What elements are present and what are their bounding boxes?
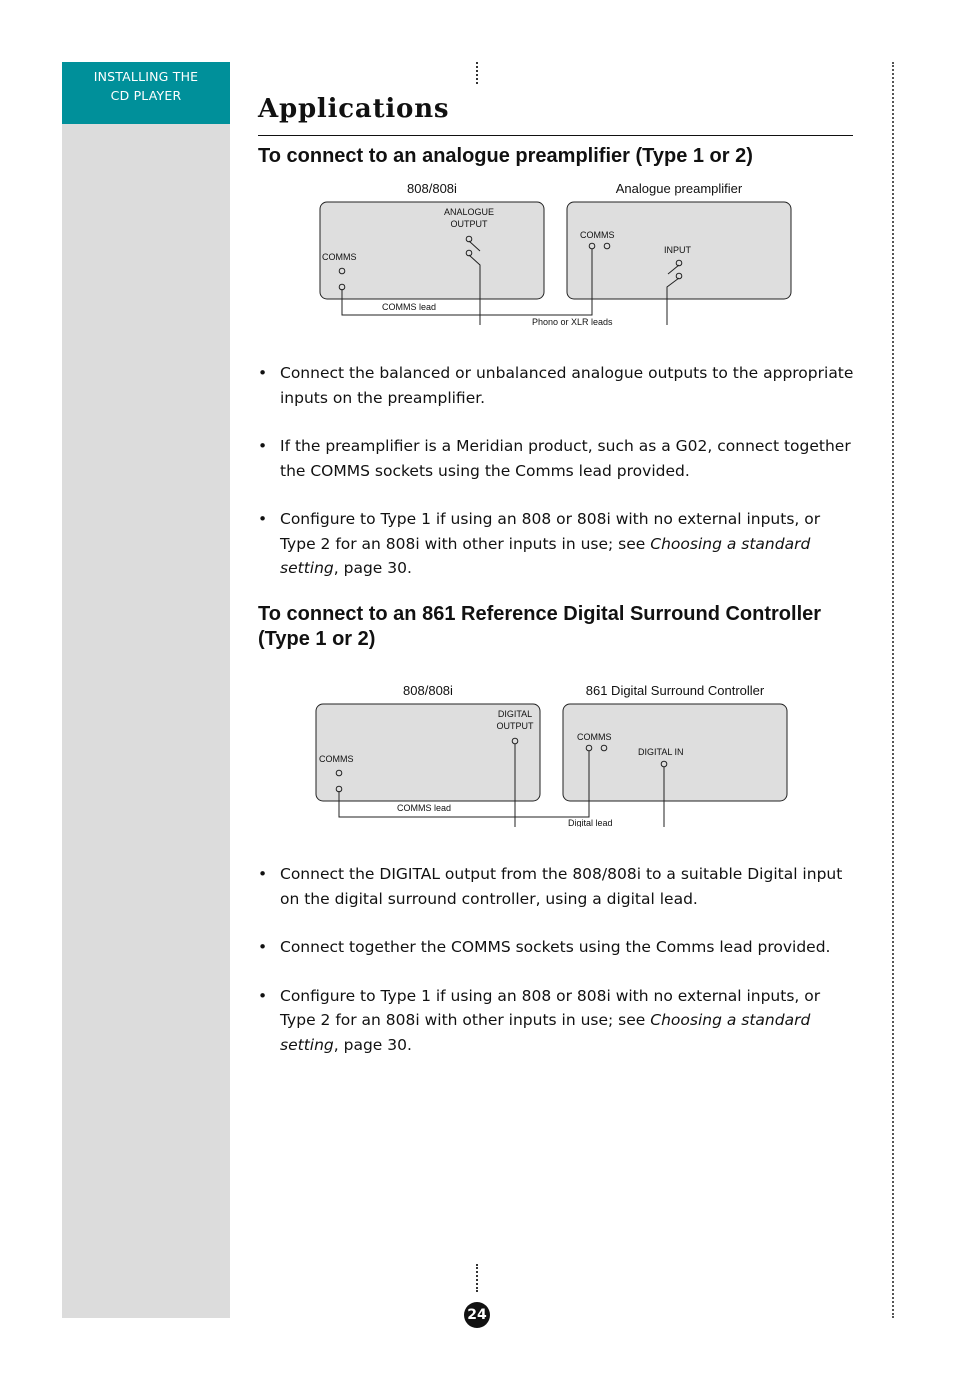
bullet-text: Connect together the COMMS sockets using the Comms lead provided. [280, 938, 831, 956]
analogue-output-socket-1 [466, 236, 472, 242]
list-item [258, 434, 858, 483]
top-dotted-rule [476, 62, 478, 84]
comms-right-label: COMMS [580, 230, 615, 240]
bullet-text-tail: , page 30. [333, 1035, 412, 1054]
comms-left-label: COMMS [322, 252, 357, 262]
comms-left-label: COMMS [319, 754, 354, 764]
comms-left-socket-2 [336, 786, 342, 792]
comms-left-socket-2 [339, 284, 345, 290]
digital-output-label-1: DIGITAL [497, 709, 533, 719]
input-socket-1 [676, 260, 682, 266]
bullet-text: Connect the DIGITAL output from the 808/808i to a suitable Digital input on the digital surround controller, using a digital lead. [280, 865, 843, 908]
list-item [258, 935, 858, 960]
section-tab [62, 62, 230, 124]
comms-lead-label: COMMS lead [382, 302, 437, 312]
surround-controller-diagram [300, 677, 820, 827]
comms-right-socket-2 [601, 745, 607, 751]
device-left-label: 808/808i [403, 683, 453, 698]
comms-left-socket-1 [336, 770, 342, 776]
section2-bullet-list [258, 862, 858, 1081]
analogue-output-label-1: ANALOGUE [443, 207, 495, 217]
bullet-icon: • [258, 364, 268, 382]
page-title: Applications [258, 94, 450, 124]
comms-lead-label: COMMS lead [397, 803, 452, 813]
cross-reference: Choosing a standard setting [280, 1011, 811, 1054]
comms-left-socket-1 [339, 268, 345, 274]
bullet-text-tail: , page 30. [333, 559, 412, 577]
list-item [258, 862, 858, 911]
bullet-text: Configure to Type 1 if using an 808 or 808i with no external inputs, or Type 2 for an 808i with other inputs in use; see [280, 510, 821, 553]
phono-leads-label: Phono or XLR leads [532, 317, 613, 325]
bullet-text: Configure to Type 1 if using an 808 or 808i with no external inputs, or Type 2 for an 808i with other inputs in use; see [280, 986, 821, 1029]
section-tab-line1: INSTALLING THE [93, 69, 199, 84]
page-number: 24 [464, 1302, 490, 1328]
comms-right-label: COMMS [577, 732, 612, 742]
right-dotted-rule [892, 62, 894, 1318]
digital-output-socket [512, 738, 518, 744]
digital-in-socket [661, 761, 667, 767]
section2-heading: To connect to an 861 Reference Digital Surround Controller (Type 1 or 2) [258, 603, 822, 650]
bullet-text: Connect the balanced or unbalanced analogue outputs to the appropriate inputs on the preamplifier. [280, 364, 854, 407]
analogue-output-socket-2 [466, 250, 472, 256]
list-item [258, 361, 858, 410]
digital-in-label: DIGITAL IN [638, 747, 684, 757]
bullet-icon: • [258, 437, 268, 455]
analogue-output-label-2: OUTPUT [450, 219, 488, 229]
cd-player-box [320, 202, 544, 299]
list-item [258, 984, 858, 1058]
section1-heading: To connect to an analogue preamplifier (Type 1 or 2) [258, 145, 753, 167]
comms-right-socket-1 [589, 243, 595, 249]
comms-right-socket-1 [586, 745, 592, 751]
preamp-diagram-svg [300, 175, 820, 325]
bullet-icon: • [258, 865, 268, 883]
cross-reference: Choosing a standard setting [280, 534, 811, 577]
section1-bullet-list [258, 361, 858, 605]
title-rule [258, 135, 853, 136]
digital-output-label-2: OUTPUT [496, 721, 534, 731]
section-tab-line2: CD PLAYER [110, 88, 182, 103]
input-label: INPUT [664, 245, 691, 255]
device-right-label: Analogue preamplifier [615, 181, 743, 196]
bullet-icon: • [258, 510, 268, 528]
input-socket-2 [676, 273, 682, 279]
sidebar-panel [62, 62, 230, 1318]
bullet-icon: • [258, 938, 268, 956]
list-item [258, 507, 858, 581]
bullet-text: If the preamplifier is a Meridian product, such as a G02, connect together the COMMS sockets using the Comms lead provided. [280, 437, 851, 480]
digital-lead-label: Digital lead [568, 818, 613, 827]
comms-right-socket-2 [604, 243, 610, 249]
preamp-connection-diagram [300, 175, 820, 325]
surround-diagram-svg [300, 677, 820, 827]
bullet-icon: • [258, 986, 268, 1005]
bottom-dotted-rule [476, 1264, 478, 1292]
device-right-label: 861 Digital Surround Controller [585, 683, 765, 698]
device-left-label: 808/808i [407, 181, 457, 196]
